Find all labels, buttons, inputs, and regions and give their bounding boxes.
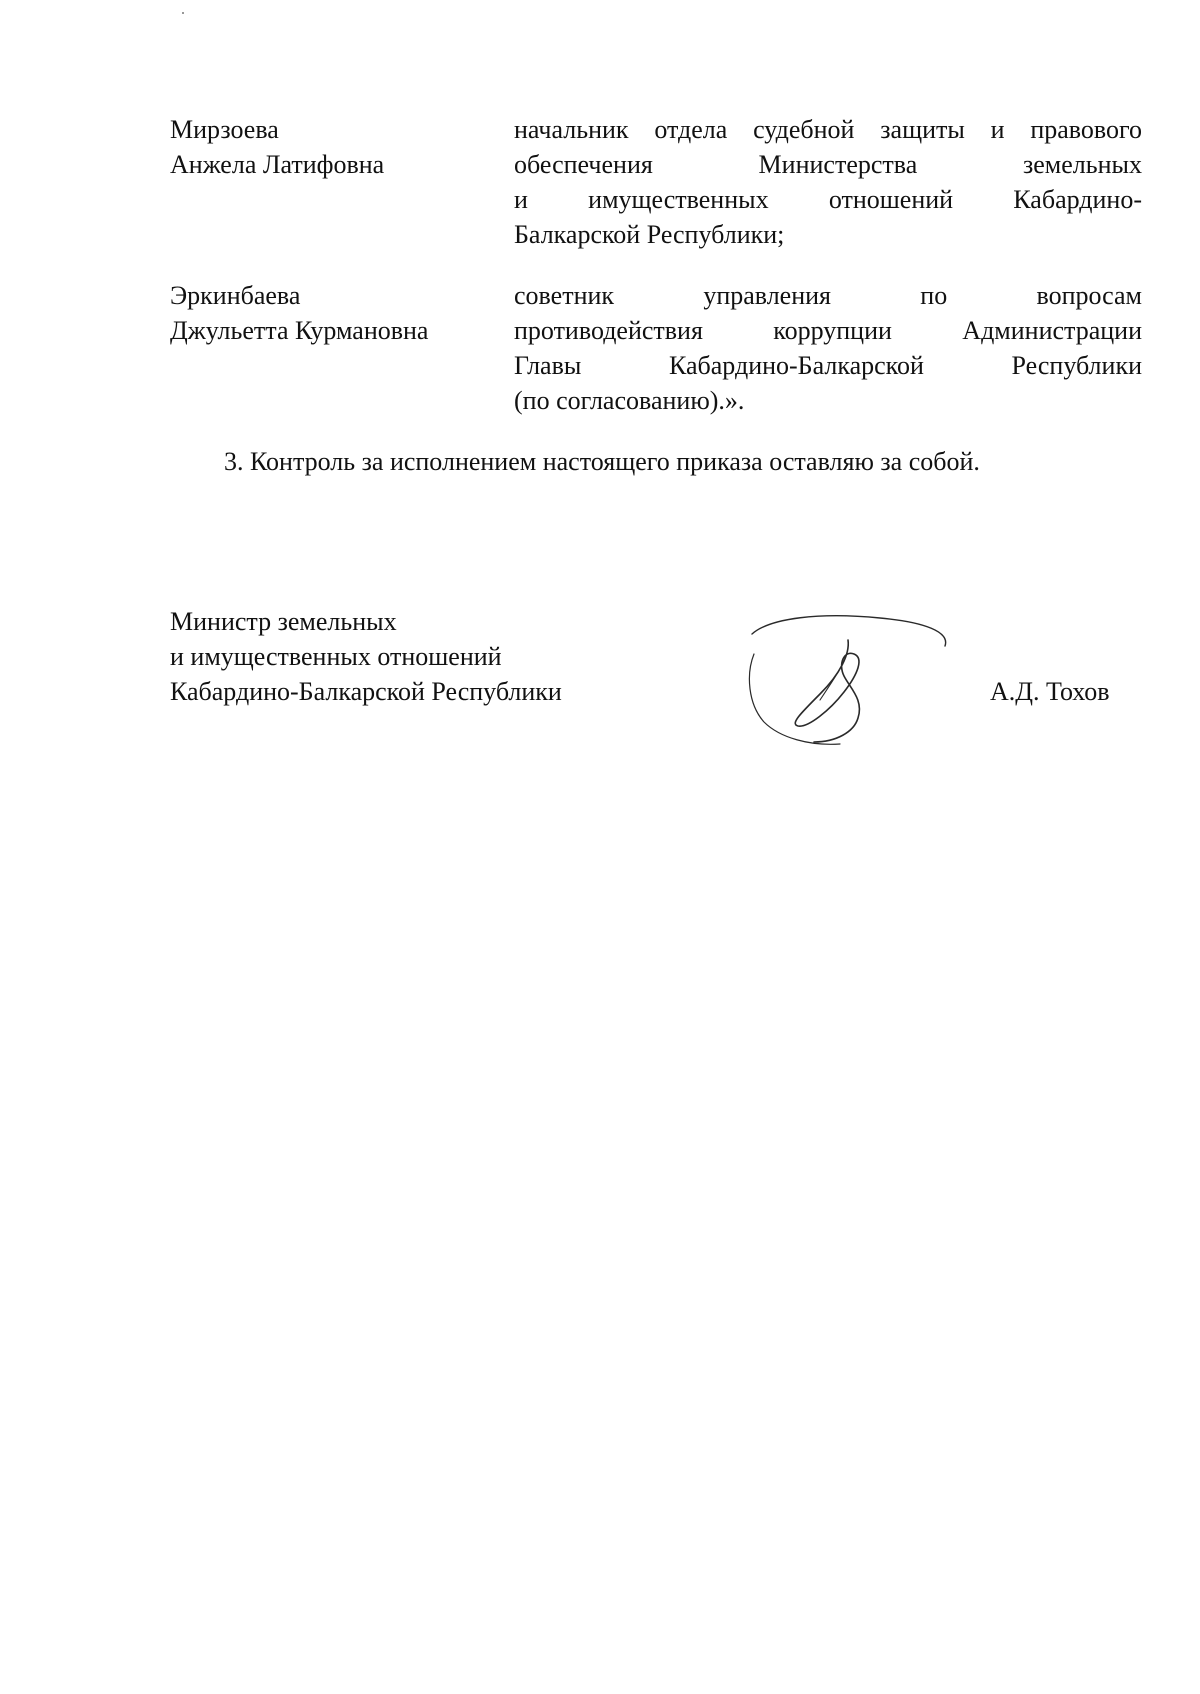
member-role bbox=[514, 278, 1142, 418]
clause-3-paragraph: 3. Контроль за исполнением настоящего приказа оставляю за собой. bbox=[224, 447, 980, 476]
role-line: Главы Кабардино-Балкарской Республики bbox=[514, 351, 1142, 380]
handwritten-signature bbox=[740, 614, 960, 754]
member-name bbox=[170, 278, 500, 348]
signatory-name: А.Д. Тохов bbox=[990, 677, 1110, 706]
role-line: Балкарской Республики; bbox=[514, 220, 785, 249]
member-name bbox=[170, 112, 500, 182]
role-line: обеспечения Министерства земельных bbox=[514, 150, 1142, 179]
role-line: и имущественных отношений Кабардино- bbox=[514, 185, 1142, 214]
member-surname: Мирзоева bbox=[170, 115, 279, 144]
member-surname: Эркинбаева bbox=[170, 281, 301, 310]
role-line: советник управления по вопросам bbox=[514, 281, 1142, 310]
role-line: начальник отдела судебной защиты и правового bbox=[514, 115, 1142, 144]
role-line: противодействия коррупции Администрации bbox=[514, 316, 1142, 345]
member-role bbox=[514, 112, 1142, 252]
signatory-title-line: и имущественных отношений bbox=[170, 642, 502, 671]
signatory-title bbox=[170, 604, 810, 709]
role-line: (по согласованию).». bbox=[514, 386, 745, 415]
scan-speck bbox=[182, 12, 184, 14]
signatory-title-line: Кабардино-Балкарской Республики bbox=[170, 677, 562, 706]
member-given-names: Анжела Латифовна bbox=[170, 150, 385, 179]
member-given-names: Джульетта Курмановна bbox=[170, 316, 429, 345]
signatory-title-line: Министр земельных bbox=[170, 607, 397, 636]
